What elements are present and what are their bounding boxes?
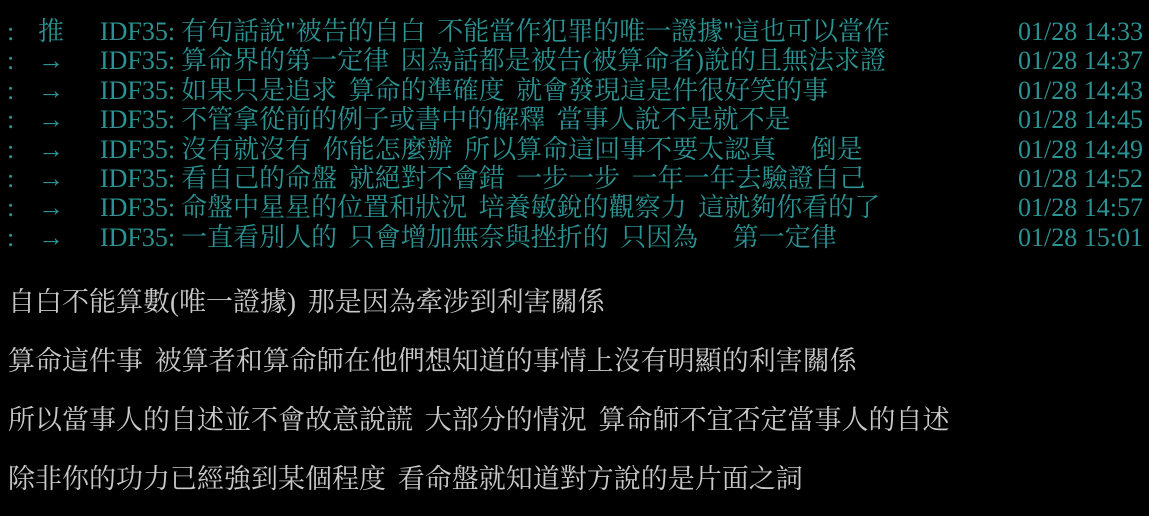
comment-line <box>7 17 1143 46</box>
comment-text: 不管拿從前的例子或書中的解釋 當事人說不是就不是 <box>181 105 791 135</box>
quoted-push-comments <box>0 0 1149 252</box>
reply-paragraph: 除非你的功力已經強到某個程度 看命盤就知道對方說的是片面之詞 <box>8 464 803 495</box>
author-reply-block <box>0 287 1149 494</box>
comment-timestamp: 01/28 14:37 <box>1018 46 1143 76</box>
comment-timestamp: 01/28 14:33 <box>1018 17 1143 46</box>
comment-line <box>7 76 1143 105</box>
arrow-icon: → <box>38 134 64 164</box>
comment-timestamp: 01/28 14:43 <box>1018 75 1143 105</box>
quote-colon-mark: : <box>7 163 15 193</box>
commenter-id: IDF35: <box>100 134 176 164</box>
push-tag: 推 <box>38 17 65 46</box>
quote-colon-mark: : <box>7 105 15 135</box>
comment-text: 命盤中星星的位置和狀況 培養敏銳的觀察力 這就夠你看的了 <box>181 193 881 223</box>
comment-timestamp: 01/28 14:45 <box>1018 105 1143 135</box>
arrow-icon: → <box>38 193 64 223</box>
comment-timestamp: 01/28 14:52 <box>1018 163 1143 193</box>
comment-line <box>7 193 1143 222</box>
quote-colon-mark: : <box>7 46 15 76</box>
quote-colon-mark: : <box>7 75 15 105</box>
quote-colon-mark: : <box>7 193 15 223</box>
comment-timestamp: 01/28 14:57 <box>1018 193 1143 223</box>
comment-text: 看自己的命盤 就絕對不會錯 一步一步 一年一年去驗證自己 <box>181 163 866 193</box>
quote-colon-mark: : <box>7 17 15 46</box>
commenter-id: IDF35: <box>100 105 176 135</box>
commenter-id: IDF35: <box>100 17 176 46</box>
arrow-icon: → <box>38 163 64 193</box>
reply-paragraph: 所以當事人的自述並不會故意說謊 大部分的情況 算命師不宜否定當事人的自述 <box>8 405 950 436</box>
arrow-icon: → <box>38 46 64 76</box>
reply-paragraph: 自白不能算數(唯一證據) 那是因為牽涉到利害關係 <box>8 287 605 318</box>
commenter-id: IDF35: <box>100 46 176 76</box>
comment-line <box>7 105 1143 134</box>
commenter-id: IDF35: <box>100 163 176 193</box>
commenter-id: IDF35: <box>100 193 176 223</box>
commenter-id: IDF35: <box>100 222 176 252</box>
comment-timestamp: 01/28 15:01 <box>1018 222 1143 252</box>
quote-colon-mark: : <box>7 134 15 164</box>
comment-line <box>7 164 1143 193</box>
arrow-icon: → <box>38 75 64 105</box>
comment-text: 算命界的第一定律 因為話都是被告(被算命者)說的且無法求證 <box>181 46 886 76</box>
comment-timestamp: 01/28 14:49 <box>1018 134 1143 164</box>
comment-line <box>7 135 1143 164</box>
comment-text: 一直看別人的 只會增加無奈與挫折的 只因為 第一定律 <box>181 222 837 252</box>
arrow-icon: → <box>38 105 64 135</box>
arrow-icon: → <box>38 222 64 252</box>
commenter-id: IDF35: <box>100 75 176 105</box>
comment-text: 沒有就沒有 你能怎麼辦 所以算命這回事不要太認真 倒是 <box>181 134 863 164</box>
reply-paragraph: 算命這件事 被算者和算命師在他們想知道的事情上沒有明顯的利害關係 <box>8 346 857 377</box>
comment-text: 如果只是追求 算命的準確度 就會發現這是件很好笑的事 <box>181 75 829 105</box>
quote-colon-mark: : <box>7 222 15 252</box>
comment-line <box>7 223 1143 252</box>
comment-text: 有句話說"被告的自白 不能當作犯罪的唯一證據"這也可以當作 <box>181 17 890 46</box>
comment-line <box>7 46 1143 75</box>
